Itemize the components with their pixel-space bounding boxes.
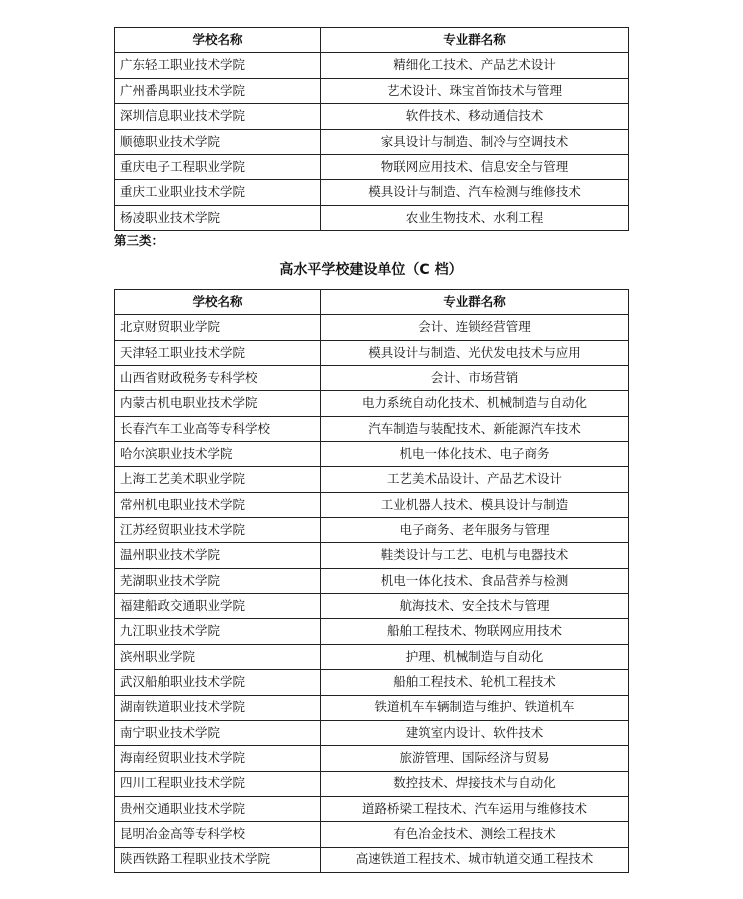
- major-group-cell: 模具设计与制造、汽车检测与维修技术: [321, 180, 629, 205]
- school-name-cell: 湖南铁道职业技术学院: [115, 695, 321, 720]
- table-row: [115, 53, 629, 78]
- table-row: [115, 720, 629, 745]
- school-name-cell: 长春汽车工业高等专科学校: [115, 416, 321, 441]
- table-row: [115, 416, 629, 441]
- table-row: [115, 104, 629, 129]
- school-name-cell: 福建船政交通职业学院: [115, 594, 321, 619]
- school-name-cell: 海南经贸职业技术学院: [115, 746, 321, 771]
- table-header-row: [115, 28, 629, 53]
- table-row: [115, 467, 629, 492]
- school-name-cell: 九江职业技术学院: [115, 619, 321, 644]
- major-group-cell: 机电一体化技术、食品营养与检测: [321, 568, 629, 593]
- table-row: [115, 543, 629, 568]
- school-name-cell: 温州职业技术学院: [115, 543, 321, 568]
- table-row: [115, 746, 629, 771]
- major-group-cell: 鞋类设计与工艺、电机与电器技术: [321, 543, 629, 568]
- major-group-cell: 汽车制造与装配技术、新能源汽车技术: [321, 416, 629, 441]
- column-header-school: 学校名称: [115, 290, 321, 315]
- school-name-cell: 内蒙古机电职业技术学院: [115, 391, 321, 416]
- school-name-cell: 四川工程职业技术学院: [115, 771, 321, 796]
- major-group-cell: 建筑室内设计、软件技术: [321, 720, 629, 745]
- school-name-cell: 哈尔滨职业技术学院: [115, 442, 321, 467]
- table-row: [115, 154, 629, 179]
- major-group-cell: 电力系统自动化技术、机械制造与自动化: [321, 391, 629, 416]
- table-row: [115, 492, 629, 517]
- table-row: [115, 518, 629, 543]
- table-row: [115, 847, 629, 872]
- major-group-cell: 农业生物技术、水利工程: [321, 205, 629, 230]
- table-header-row: [115, 290, 629, 315]
- school-name-cell: 江苏经贸职业技术学院: [115, 518, 321, 543]
- column-header-major: 专业群名称: [321, 290, 629, 315]
- school-name-cell: 武汉船舶职业技术学院: [115, 670, 321, 695]
- table-row: [115, 796, 629, 821]
- table-a-schools: [114, 27, 629, 231]
- major-group-cell: 精细化工技术、产品艺术设计: [321, 53, 629, 78]
- major-group-cell: 护理、机械制造与自动化: [321, 644, 629, 669]
- school-name-cell: 天津轻工职业技术学院: [115, 340, 321, 365]
- school-name-cell: 芜湖职业技术学院: [115, 568, 321, 593]
- table-row: [115, 442, 629, 467]
- school-name-cell: 陕西铁路工程职业技术学院: [115, 847, 321, 872]
- major-group-cell: 机电一体化技术、电子商务: [321, 442, 629, 467]
- school-name-cell: 山西省财政税务专科学校: [115, 366, 321, 391]
- major-group-cell: 会计、连锁经营管理: [321, 315, 629, 340]
- major-group-cell: 旅游管理、国际经济与贸易: [321, 746, 629, 771]
- table-row: [115, 822, 629, 847]
- major-group-cell: 会计、市场营销: [321, 366, 629, 391]
- table-row: [115, 129, 629, 154]
- major-group-cell: 道路桥梁工程技术、汽车运用与维修技术: [321, 796, 629, 821]
- school-name-cell: 南宁职业技术学院: [115, 720, 321, 745]
- school-name-cell: 常州机电职业技术学院: [115, 492, 321, 517]
- school-name-cell: 广州番禺职业技术学院: [115, 78, 321, 103]
- major-group-cell: 有色冶金技术、测绘工程技术: [321, 822, 629, 847]
- column-header-school: 学校名称: [115, 28, 321, 53]
- major-group-cell: 艺术设计、珠宝首饰技术与管理: [321, 78, 629, 103]
- table-row: [115, 644, 629, 669]
- table-row: [115, 695, 629, 720]
- school-name-cell: 北京财贸职业学院: [115, 315, 321, 340]
- table-row: [115, 78, 629, 103]
- table-c-schools: [114, 289, 629, 873]
- table-row: [115, 340, 629, 365]
- table-row: [115, 366, 629, 391]
- table-row: [115, 315, 629, 340]
- major-group-cell: 数控技术、焊接技术与自动化: [321, 771, 629, 796]
- major-group-cell: 铁道机车车辆制造与维护、铁道机车: [321, 695, 629, 720]
- major-group-cell: 家具设计与制造、制冷与空调技术: [321, 129, 629, 154]
- major-group-cell: 航海技术、安全技术与管理: [321, 594, 629, 619]
- school-name-cell: 深圳信息职业技术学院: [115, 104, 321, 129]
- school-name-cell: 杨凌职业技术学院: [115, 205, 321, 230]
- school-name-cell: 重庆工业职业技术学院: [115, 180, 321, 205]
- school-name-cell: 滨州职业学院: [115, 644, 321, 669]
- major-group-cell: 工业机器人技术、模具设计与制造: [321, 492, 629, 517]
- major-group-cell: 电子商务、老年服务与管理: [321, 518, 629, 543]
- school-name-cell: 贵州交通职业技术学院: [115, 796, 321, 821]
- column-header-major: 专业群名称: [321, 28, 629, 53]
- school-name-cell: 昆明冶金高等专科学校: [115, 822, 321, 847]
- table-row: [115, 391, 629, 416]
- major-group-cell: 物联网应用技术、信息安全与管理: [321, 154, 629, 179]
- table-row: [115, 205, 629, 230]
- major-group-cell: 船舶工程技术、轮机工程技术: [321, 670, 629, 695]
- school-name-cell: 广东轻工职业技术学院: [115, 53, 321, 78]
- school-name-cell: 顺德职业技术学院: [115, 129, 321, 154]
- school-name-cell: 重庆电子工程职业学院: [115, 154, 321, 179]
- major-group-cell: 船舶工程技术、物联网应用技术: [321, 619, 629, 644]
- category-label: 第三类：: [114, 233, 165, 248]
- table-row: [115, 670, 629, 695]
- table-row: [115, 568, 629, 593]
- table-row: [115, 771, 629, 796]
- major-group-cell: 工艺美术品设计、产品艺术设计: [321, 467, 629, 492]
- major-group-cell: 软件技术、移动通信技术: [321, 104, 629, 129]
- major-group-cell: 模具设计与制造、光伏发电技术与应用: [321, 340, 629, 365]
- table-row: [115, 180, 629, 205]
- school-name-cell: 上海工艺美术职业学院: [115, 467, 321, 492]
- table-row: [115, 619, 629, 644]
- section-title: 高水平学校建设单位（C 档）: [279, 262, 463, 278]
- major-group-cell: 高速铁道工程技术、城市轨道交通工程技术: [321, 847, 629, 872]
- table-row: [115, 594, 629, 619]
